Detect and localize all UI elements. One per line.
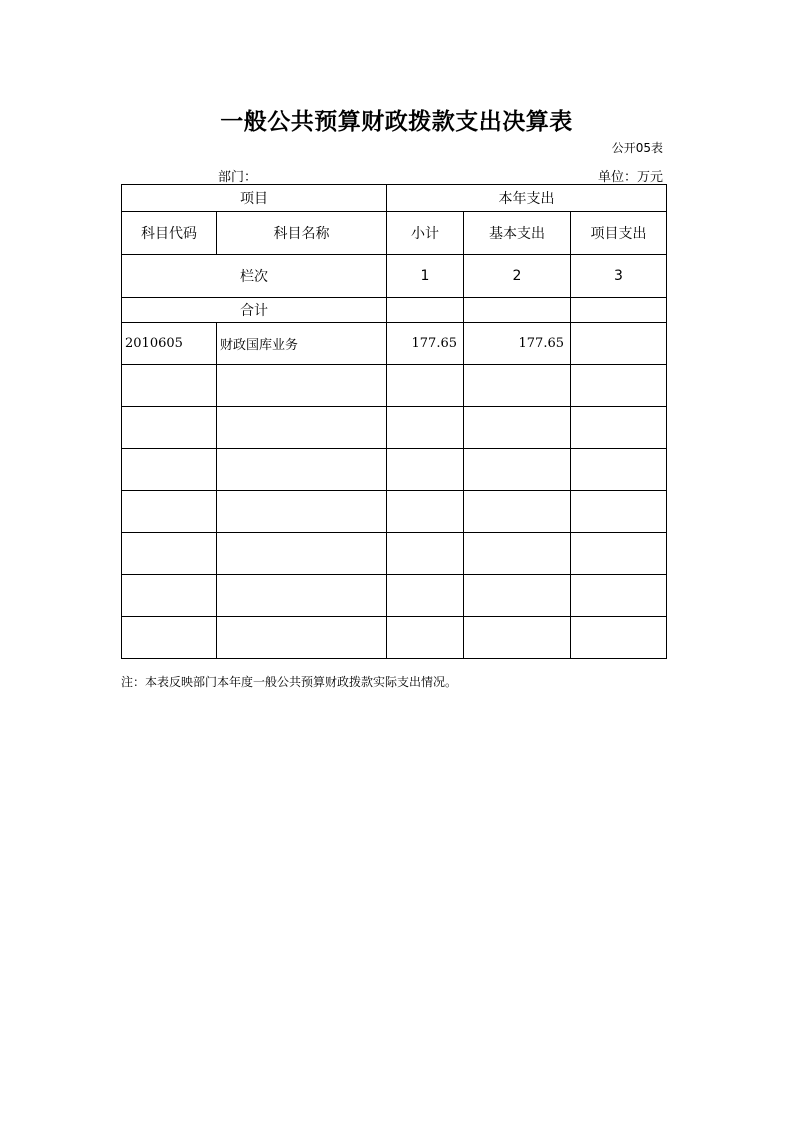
total-subtotal xyxy=(387,298,464,323)
cell-basic xyxy=(464,617,571,659)
header-name: 科目名称 xyxy=(217,212,387,255)
table-row xyxy=(122,323,667,365)
table-row xyxy=(122,365,667,407)
cell-subtotal xyxy=(387,575,464,617)
cell-name: 财政国库业务 xyxy=(217,323,387,365)
cell-project xyxy=(571,449,667,491)
cell-basic xyxy=(464,533,571,575)
cell-name xyxy=(217,533,387,575)
cell-name xyxy=(217,407,387,449)
column-index-row xyxy=(122,255,667,298)
cell-basic xyxy=(464,365,571,407)
cell-subtotal xyxy=(387,365,464,407)
department-label: 部门： xyxy=(218,170,258,185)
header-row-2 xyxy=(122,212,667,255)
table-row xyxy=(122,617,667,659)
cell-project xyxy=(571,491,667,533)
table-row xyxy=(122,491,667,533)
column-index-2: 2 xyxy=(464,255,571,298)
header-code: 科目代码 xyxy=(122,212,217,255)
cell-code xyxy=(122,491,217,533)
table-row xyxy=(122,407,667,449)
cell-basic: 177.65 xyxy=(464,323,571,365)
cell-code xyxy=(122,533,217,575)
cell-project xyxy=(571,407,667,449)
cell-name xyxy=(217,365,387,407)
cell-project xyxy=(571,323,667,365)
cell-name xyxy=(217,449,387,491)
total-row xyxy=(122,298,667,323)
cell-name xyxy=(217,491,387,533)
cell-subtotal: 177.65 xyxy=(387,323,464,365)
cell-name xyxy=(217,617,387,659)
header-project-expense: 项目支出 xyxy=(571,212,667,255)
cell-subtotal xyxy=(387,407,464,449)
page-title: 一般公共预算财政拨款支出决算表 xyxy=(220,109,573,135)
column-index-1: 1 xyxy=(387,255,464,298)
unit-label: 单位：万元 xyxy=(597,170,663,185)
cell-basic xyxy=(464,407,571,449)
table-row xyxy=(122,575,667,617)
cell-basic xyxy=(464,575,571,617)
total-project xyxy=(571,298,667,323)
cell-code xyxy=(122,365,217,407)
column-index-label: 栏次 xyxy=(122,255,387,298)
cell-project xyxy=(571,617,667,659)
cell-code: 2010605 xyxy=(122,323,217,365)
expenditure-table xyxy=(121,184,667,659)
header-current-year: 本年支出 xyxy=(387,185,667,212)
cell-basic xyxy=(464,449,571,491)
header-basic: 基本支出 xyxy=(464,212,571,255)
cell-subtotal xyxy=(387,491,464,533)
table-row xyxy=(122,533,667,575)
header-row-1 xyxy=(122,185,667,212)
table-row xyxy=(122,449,667,491)
cell-project xyxy=(571,575,667,617)
cell-subtotal xyxy=(387,449,464,491)
cell-code xyxy=(122,407,217,449)
cell-project xyxy=(571,365,667,407)
total-label: 合计 xyxy=(122,298,387,323)
cell-name xyxy=(217,575,387,617)
cell-code xyxy=(122,617,217,659)
header-project: 项目 xyxy=(122,185,387,212)
cell-code xyxy=(122,449,217,491)
cell-code xyxy=(122,575,217,617)
cell-subtotal xyxy=(387,533,464,575)
footnote: 注：本表反映部门本年度一般公共预算财政拨款实际支出情况。 xyxy=(121,675,458,689)
total-basic xyxy=(464,298,571,323)
cell-project xyxy=(571,533,667,575)
column-index-3: 3 xyxy=(571,255,667,298)
form-number: 公开05表 xyxy=(611,141,663,155)
cell-basic xyxy=(464,491,571,533)
header-subtotal: 小计 xyxy=(387,212,464,255)
cell-subtotal xyxy=(387,617,464,659)
